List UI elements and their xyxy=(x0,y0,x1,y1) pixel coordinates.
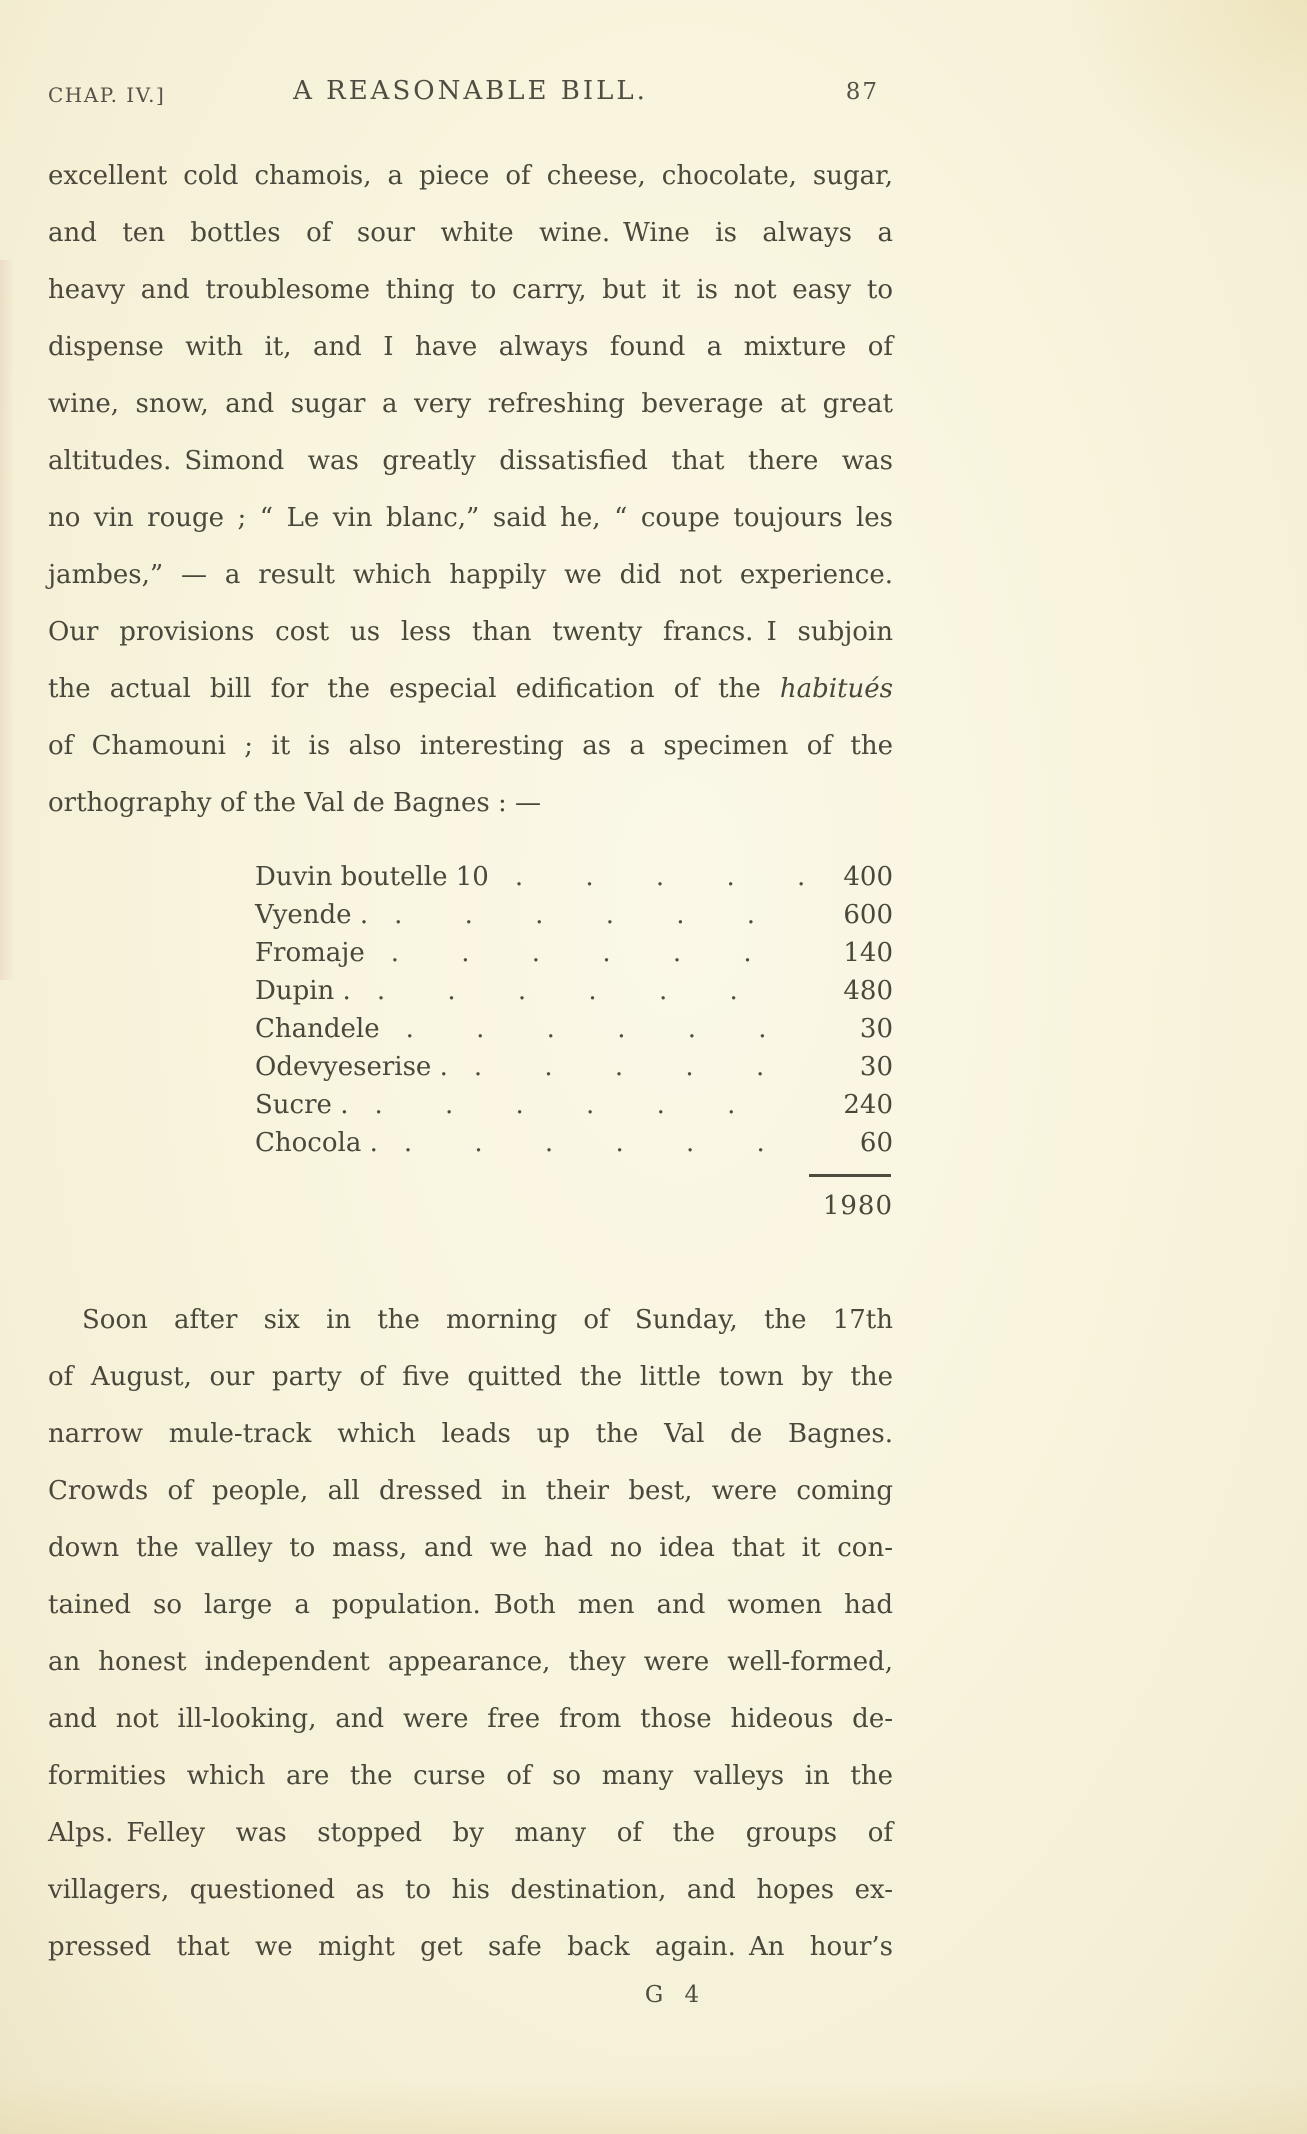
bill-total xyxy=(255,1174,893,1221)
bill-item-label: Vyende . xyxy=(255,900,369,930)
dot-leader: . . . . . . xyxy=(405,1014,768,1044)
dot-leader: . . . . . . xyxy=(394,900,757,930)
text-line: and not ill-looking, and were free from those hideous de- xyxy=(48,1704,893,1734)
bill-table xyxy=(255,862,893,1221)
italic-habitues: habitués xyxy=(779,674,893,704)
bill-item-value: 400 xyxy=(843,862,893,892)
text-line: pressed that we might get safe back again. An hour’s xyxy=(48,1932,893,1962)
text-line: tained so large a population. Both men and women had xyxy=(48,1590,893,1620)
scan-stain-left xyxy=(0,260,16,980)
bill-item-label: Sucre . xyxy=(255,1090,349,1120)
dot-leader: . . . . . . xyxy=(390,938,753,968)
bill-item-value: 60 xyxy=(859,1128,893,1158)
bill-row xyxy=(255,900,893,938)
chapter-label: CHAP. IV.] xyxy=(48,83,166,107)
bill-item-value: 480 xyxy=(843,976,893,1006)
paragraph-provisions xyxy=(48,148,893,832)
bill-row xyxy=(255,1052,893,1090)
bill-item-label: Dupin . xyxy=(255,976,351,1006)
dot-leader: . . . . . xyxy=(514,862,807,892)
text-line: Soon after six in the morning of Sunday, the 17th xyxy=(82,1305,893,1335)
text-line: Alps. Felley was stopped by many of the groups of xyxy=(48,1818,893,1848)
dot-leader: . . . . . xyxy=(473,1052,766,1082)
bill-item-value: 140 xyxy=(843,938,893,968)
bill-row xyxy=(255,1090,893,1128)
bill-total-value: 1980 xyxy=(822,1191,893,1221)
text-line: down the valley to mass, and we had no idea that it con- xyxy=(48,1533,893,1563)
dot-leader: . . . . . . xyxy=(376,976,739,1006)
bill-row xyxy=(255,1128,893,1166)
dot-leader: . . . . . . xyxy=(374,1090,737,1120)
text-line: villagers, questioned as to his destination, and hopes ex- xyxy=(48,1875,893,1905)
dot-leader: . . . . . . xyxy=(403,1128,766,1158)
text-line: dispense with it, and I have always found a mixture of xyxy=(48,332,893,362)
bill-item-label: Fromaje xyxy=(255,938,365,968)
bill-item-label: Chocola . xyxy=(255,1128,378,1158)
text-line: jambes,” — a result which happily we did not experience. xyxy=(48,560,893,590)
text-line: heavy and troublesome thing to carry, but it is not easy to xyxy=(48,275,893,305)
bill-item-label: Chandele xyxy=(255,1014,380,1044)
bill-item-value: 600 xyxy=(843,900,893,930)
text-line: and ten bottles of sour white wine. Wine is always a xyxy=(48,218,893,248)
total-rule xyxy=(809,1174,891,1177)
text-line: altitudes. Simond was greatly dissatisfied that there was xyxy=(48,446,893,476)
scan-stain-corner xyxy=(1067,0,1307,200)
page-header xyxy=(48,74,893,118)
bill-row xyxy=(255,976,893,1014)
text-line: wine, snow, and sugar a very refreshing beverage at great xyxy=(48,389,893,419)
scan-stain-bottom xyxy=(0,2074,1307,2134)
text-line: narrow mule-track which leads up the Val de Bagnes. xyxy=(48,1419,893,1449)
bill-item-label: Duvin boutelle 10 xyxy=(255,862,489,892)
bill-item-label: Odevyeserise . xyxy=(255,1052,448,1082)
signature-mark: G 4 xyxy=(644,1982,707,2008)
text-line: no vin rouge ; “ Le vin blanc,” said he, “ coupe toujours les xyxy=(48,503,893,533)
text-line: of Chamouni ; it is also interesting as a specimen of the xyxy=(48,731,893,761)
text-line: Our provisions cost us less than twenty francs. I subjoin xyxy=(48,617,893,647)
bill-item-value: 30 xyxy=(859,1014,893,1044)
bill-row xyxy=(255,862,893,900)
text-line: excellent cold chamois, a piece of cheese, chocolate, sugar, xyxy=(48,161,893,191)
bill-item-value: 240 xyxy=(843,1090,893,1120)
text-line: orthography of the Val de Bagnes : — xyxy=(48,788,542,818)
text-line: of August, our party of five quitted the little town by the xyxy=(48,1362,893,1392)
text-line: Crowds of people, all dressed in their best, were coming xyxy=(48,1476,893,1506)
paragraph-departure xyxy=(48,1292,893,1976)
page-number: 87 xyxy=(845,79,879,105)
text-segment: the actual bill for the especial edification of the xyxy=(48,674,780,704)
text-line: an honest independent appearance, they were well-formed, xyxy=(48,1647,893,1677)
text-line-habitues xyxy=(48,661,893,718)
bill-item-value: 30 xyxy=(859,1052,893,1082)
text-line: formities which are the curse of so many valleys in the xyxy=(48,1761,893,1791)
bill-row xyxy=(255,1014,893,1052)
running-title: A REASONABLE BILL. xyxy=(293,76,648,106)
bill-row xyxy=(255,938,893,976)
